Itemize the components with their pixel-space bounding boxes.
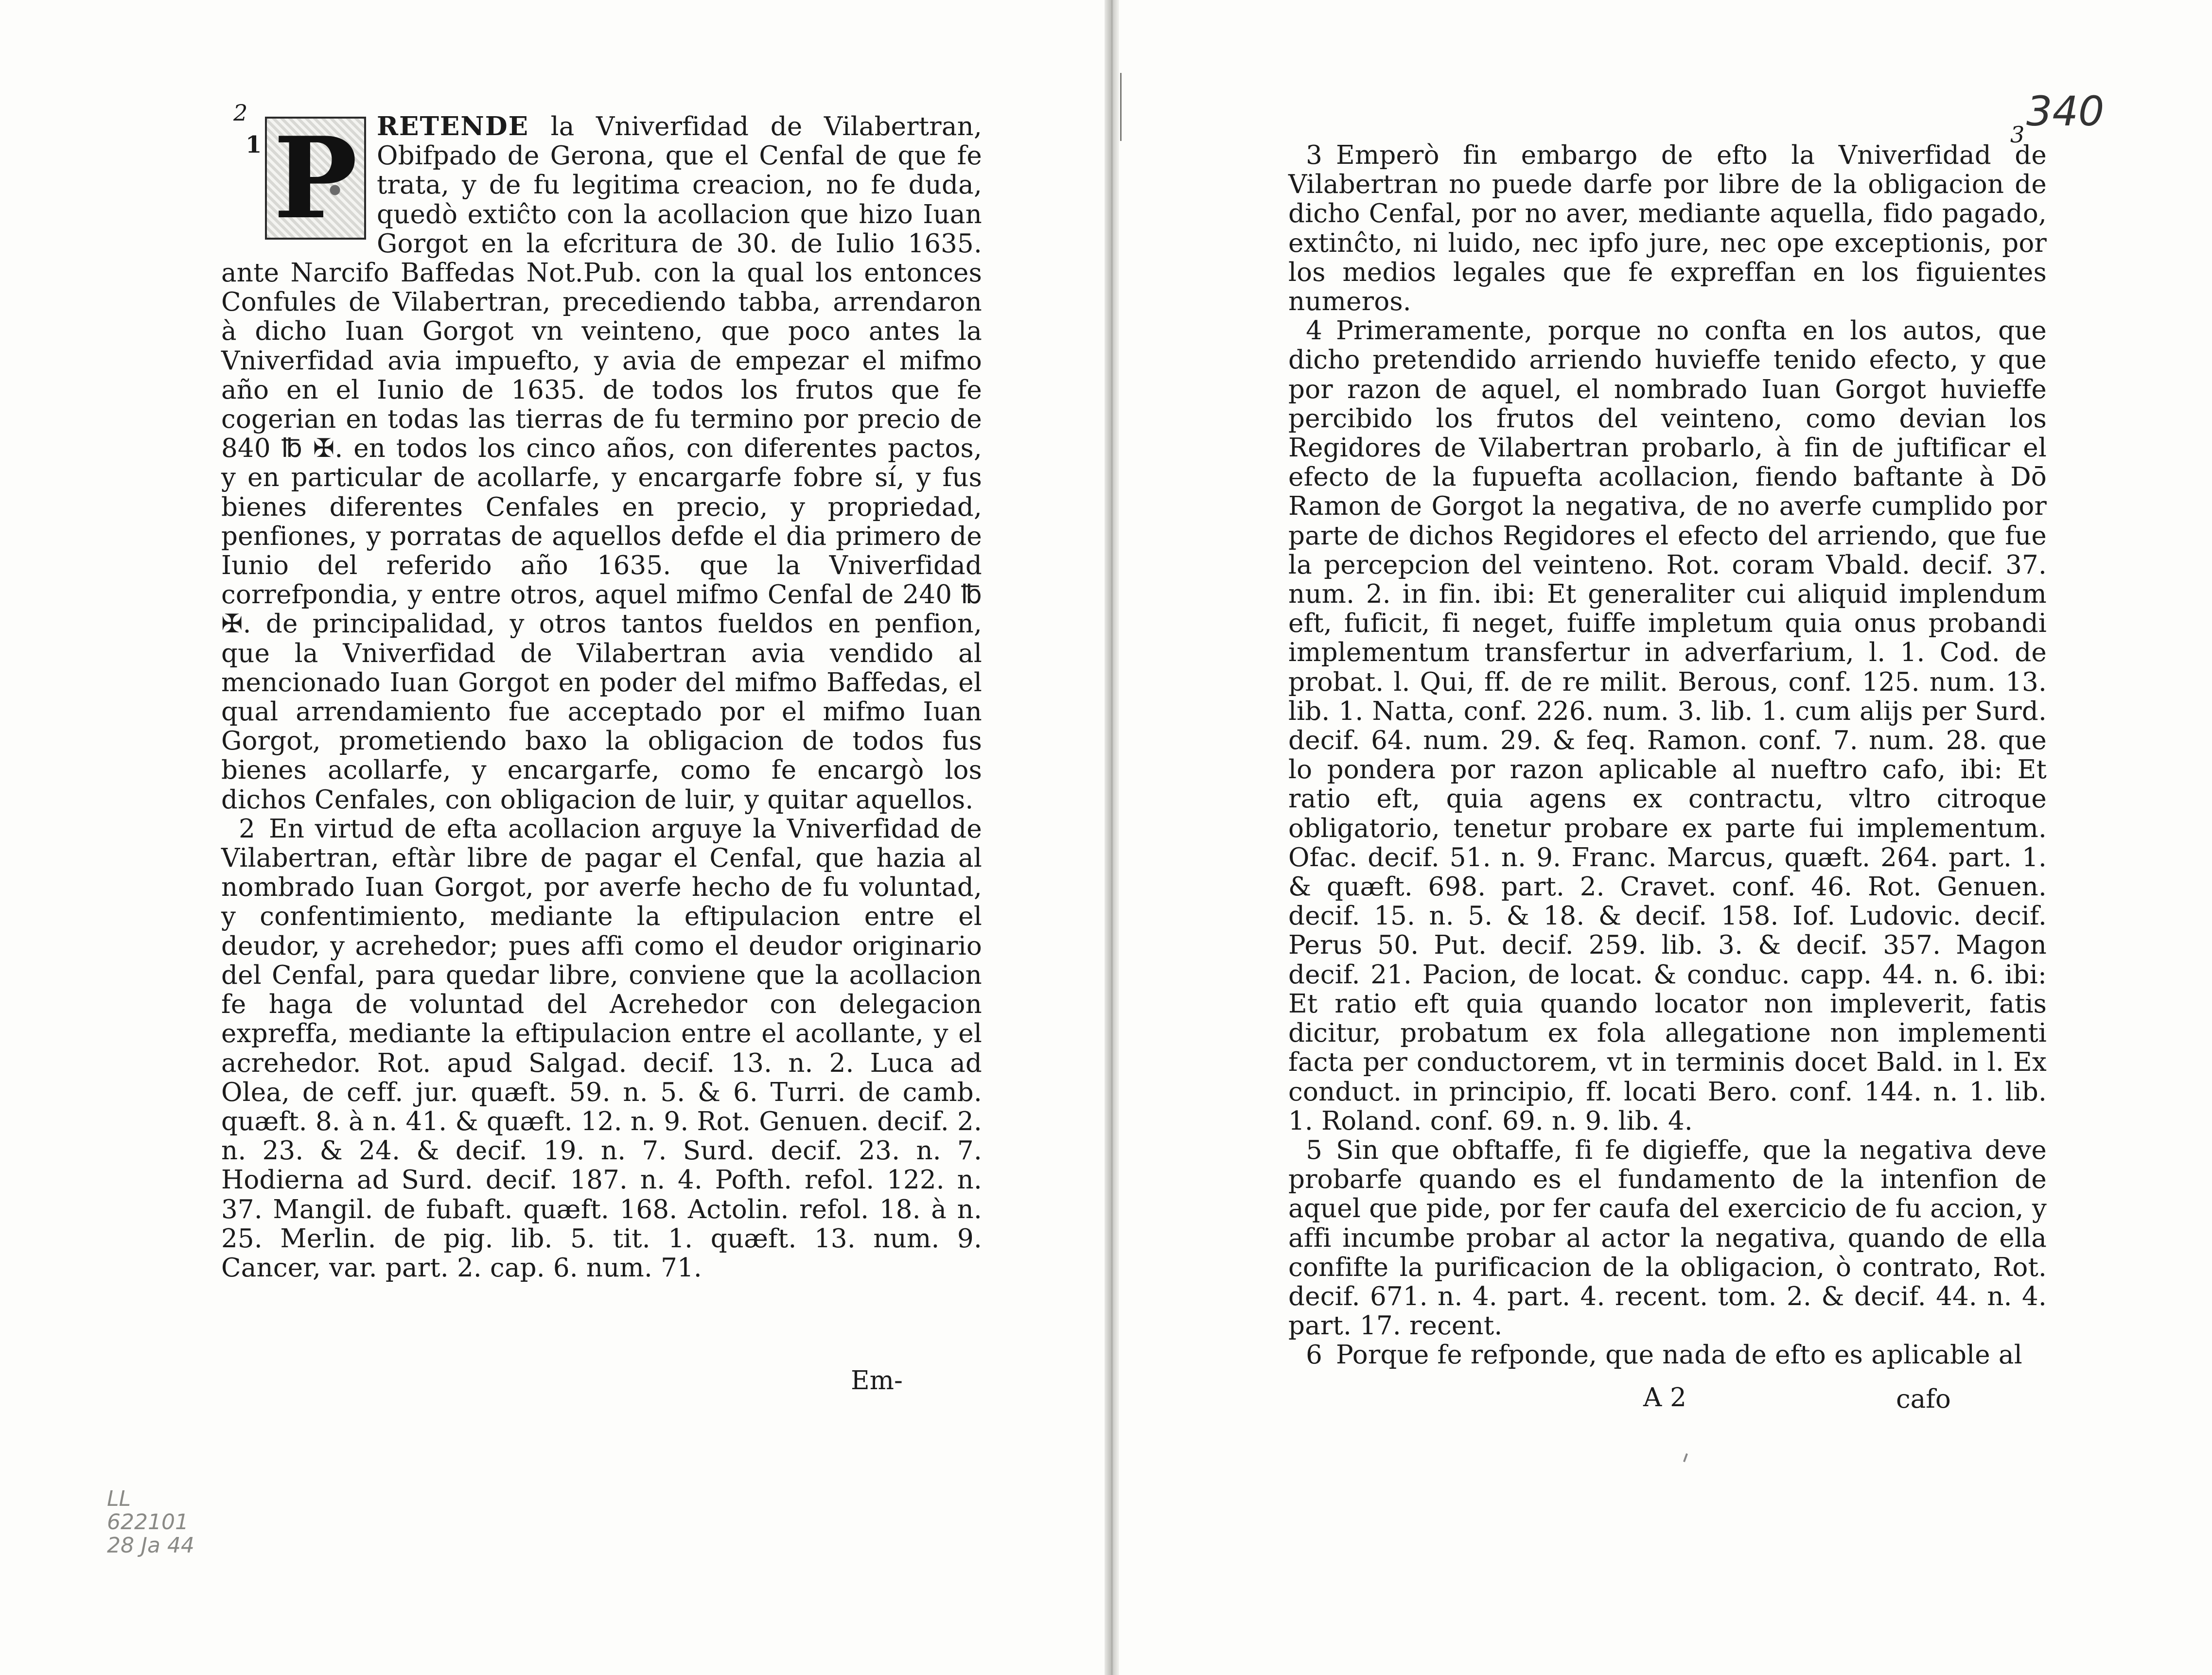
paragraph-6-text: Porque fe refponde, que nada de efto es aplicable al	[1336, 1340, 2022, 1370]
dropcap-ornament	[265, 112, 366, 244]
pencil-shelfmark	[107, 1487, 194, 1557]
paragraph-1-text: la Vniverfidad de Vilabertran, Obifpado de Gerona, que el Cenfal de que fe trata, y de fu legitima creacion, no fe duda, quedò extiĉto con la acollacion que hizo Iuan Gorgot en la efcritura de 30. de Iulio 1635. ante Narcifo Baffedas Not.Pub. con la qual los entonces Confules de Vilabertran, precediendo tabba, arrendaron à dicho Iuan Gorgot vn veinteno, que poco antes la Vniverfidad avia impuefto, y avia de empezar el mifmo año en el Iunio de 1635. de todos los frutos que fe cogerian en todas las tierras de fu termino por precio de 840 ℔ ✠. en todos los cinco años, con diferentes pactos, y en particular de acollarfe, y encargarfe fobre sí, y fus bienes diferentes Cenfales en precio, y propriedad, penfiones, y porratas de aquellos defde el dia primero de Iunio del referido año 1635. que la Vniverfidad correfpondia, y entre otros, aquel mifmo Cenfal de 240 ℔ ✠. de principalidad, y otros tantos fueldos en penfion, que la Vniverfidad de Vilabertran avia vendido al mencionado Iuan Gorgot en poder del mifmo Baffedas, el qual arrendamiento fue acceptado por el mifmo Iuan Gorgot, prometiendo baxo la obligacion de todos fus bienes acollarfe, y encargarfe, como fe encargò los dichos Cenfales, con obligacion de luir, y quitar aquellos.	[221, 112, 982, 815]
paragraph-2-number: 2	[239, 814, 255, 844]
pencil-page-number: 2	[233, 100, 248, 126]
left-catchword: Em-	[851, 1366, 903, 1396]
left-page	[0, 0, 1094, 1675]
paragraph-1-lead: RETENDE	[377, 111, 529, 141]
shelfmark-line-1: LL	[107, 1486, 131, 1511]
handwritten-folio-number: 340	[2026, 87, 2105, 135]
paragraph-6-number: 6	[1306, 1340, 1322, 1370]
printed-page-number: 3	[2010, 122, 2025, 148]
shelfmark-line-2: 622101	[107, 1510, 189, 1535]
paragraph-4-number: 4	[1306, 316, 1322, 346]
section-number: 1	[246, 131, 262, 158]
paragraph-3	[1288, 141, 2047, 316]
book-gutter	[1105, 0, 1119, 1675]
paragraph-4-text: Primeramente, porque no confta en los autos, que dicho pretendido arriendo huvieffe tenido efecto, y que por razon de aquel, el nombrado Iuan Gorgot huvieffe percibido los frutos del veinteno, como devian los Regidores de Vilabertran probarlo, à fin de juftificar el efecto de la fupuefta acollacion, fiendo baftante à Dō Ramon de Gorgot la negativa, de no averfe cumplido por parte de dichos Regidores el efecto del arriendo, que fue la percepcion del veinteno. Rot. coram Vbald. decif. 37. num. 2. in fin. ibi: Et generaliter cui aliquid implendum eft, fuficit, fi neget, fuiffe impletum quia onus probandi implementum transfertur in adverfarium, l. 1. Cod. de probat. l. Qui, ff. de re milit. Berous, conf. 125. num. 13. lib. 1. Natta, conf. 226. num. 3. lib. 1. cum alijs per Surd. decif. 64. num. 29. & feq. Ramon. conf. 7. num. 28. que lo pondera por razon aplicable al nueftro cafo, ibi: Et ratio eft, quia agens ex contractu, vltro citroque obligatorio, tenetur probare ex parte fui implementum. Ofac. decif. 51. n. 9. Franc. Marcus, quæft. 264. part. 1. & quæft. 698. part. 2. Cravet. conf. 46. Rot. Genuen. decif. 15. n. 5. & 18. & decif. 158. Iof. Ludovic. decif. Perus 50. Put. decif. 259. lib. 3. & decif. 357. Magon decif. 21. Pacion, de locat. & conduc. capp. 44. n. 6. ibi: Et ratio eft quia quando locator non impleverit, fatis dicitur, probatum ex fola allegatione non implementi facta per conductorem, vt in terminis docet Bald. in l. Ex conduct. in principio, ff. locati Bero. conf. 144. n. 1. lib. 1. Roland. conf. 69. n. 9. lib. 4.	[1288, 316, 2047, 1136]
dropcap-letter: P	[273, 112, 358, 244]
signature-mark: A 2	[1643, 1383, 1686, 1413]
paragraph-4	[1288, 316, 2047, 1136]
paragraph-2-text: En virtud de efta acollacion arguye la Vniverfidad de Vilabertran, eftàr libre de pagar el Cenfal, que hazia al nombrado Iuan Gorgot, por averfe hecho de fu voluntad, y confentimiento, mediante la eftipulacion entre el deudor, y acrehedor; pues affi como el deudor originario del Cenfal, para quedar libre, conviene que la acollacion fe haga de voluntad del Acrehedor con delegacion expreffa, mediante la eftipulacion entre el acollante, y el acrehedor. Rot. apud Salgad. decif. 13. n. 2. Luca ad Olea, de ceff. jur. quæft. 59. n. 5. & 6. Turri. de camb. quæft. 8. à n. 41. & quæft. 12. n. 9. Rot. Genuen. decif. 2. n. 23. & 24. & decif. 19. n. 7. Surd. decif. 23. n. 7. Hodierna ad Surd. decif. 187. n. 4. Pofth. refol. 122. n. 37. Mangil. de fubaft. quæft. 168. Actolin. refol. 18. à n. 25. Merlin. de pig. lib. 5. tit. 1. quæft. 13. num. 9. Cancer, var. part. 2. cap. 6. num. 71.	[221, 814, 982, 1283]
right-page-text	[1288, 141, 2047, 1370]
paragraph-3-text: Emperò fin embargo de efto la Vniverfidad de Vilabertran no puede darfe por libre de la obligacion de dicho Cenfal, por no aver, mediante aquella, fido pagado, extinĉto, ni luido, nec ipfo jure, nec ope exceptionis, por los medios legales que fe expreffan en los figuientes numeros.	[1288, 140, 2047, 317]
shelfmark-line-3: 28 Ja 44	[107, 1533, 194, 1558]
paragraph-5	[1288, 1136, 2047, 1341]
paragraph-1	[221, 112, 982, 815]
paragraph-3-number: 3	[1306, 140, 1322, 170]
paragraph-5-text: Sin que obftaffe, fi fe digieffe, que la negativa deve probarfe quando es el fundamento de la intenfion de aquel que pide, por fer caufa del exercicio de fu accion, y affi incumbe probar al actor la negativa, quando de ella confifte la purificacion de la obligacion, ò contrato, Rot. decif. 671. n. 4. part. 4. recent. tom. 2. & decif. 44. n. 4. part. 17. recent.	[1288, 1135, 2047, 1341]
paragraph-5-number: 5	[1306, 1135, 1322, 1165]
left-page-text	[221, 112, 982, 1283]
paragraph-6	[1288, 1341, 2047, 1370]
right-catchword: cafo	[1896, 1384, 1951, 1414]
paragraph-2	[221, 815, 982, 1283]
